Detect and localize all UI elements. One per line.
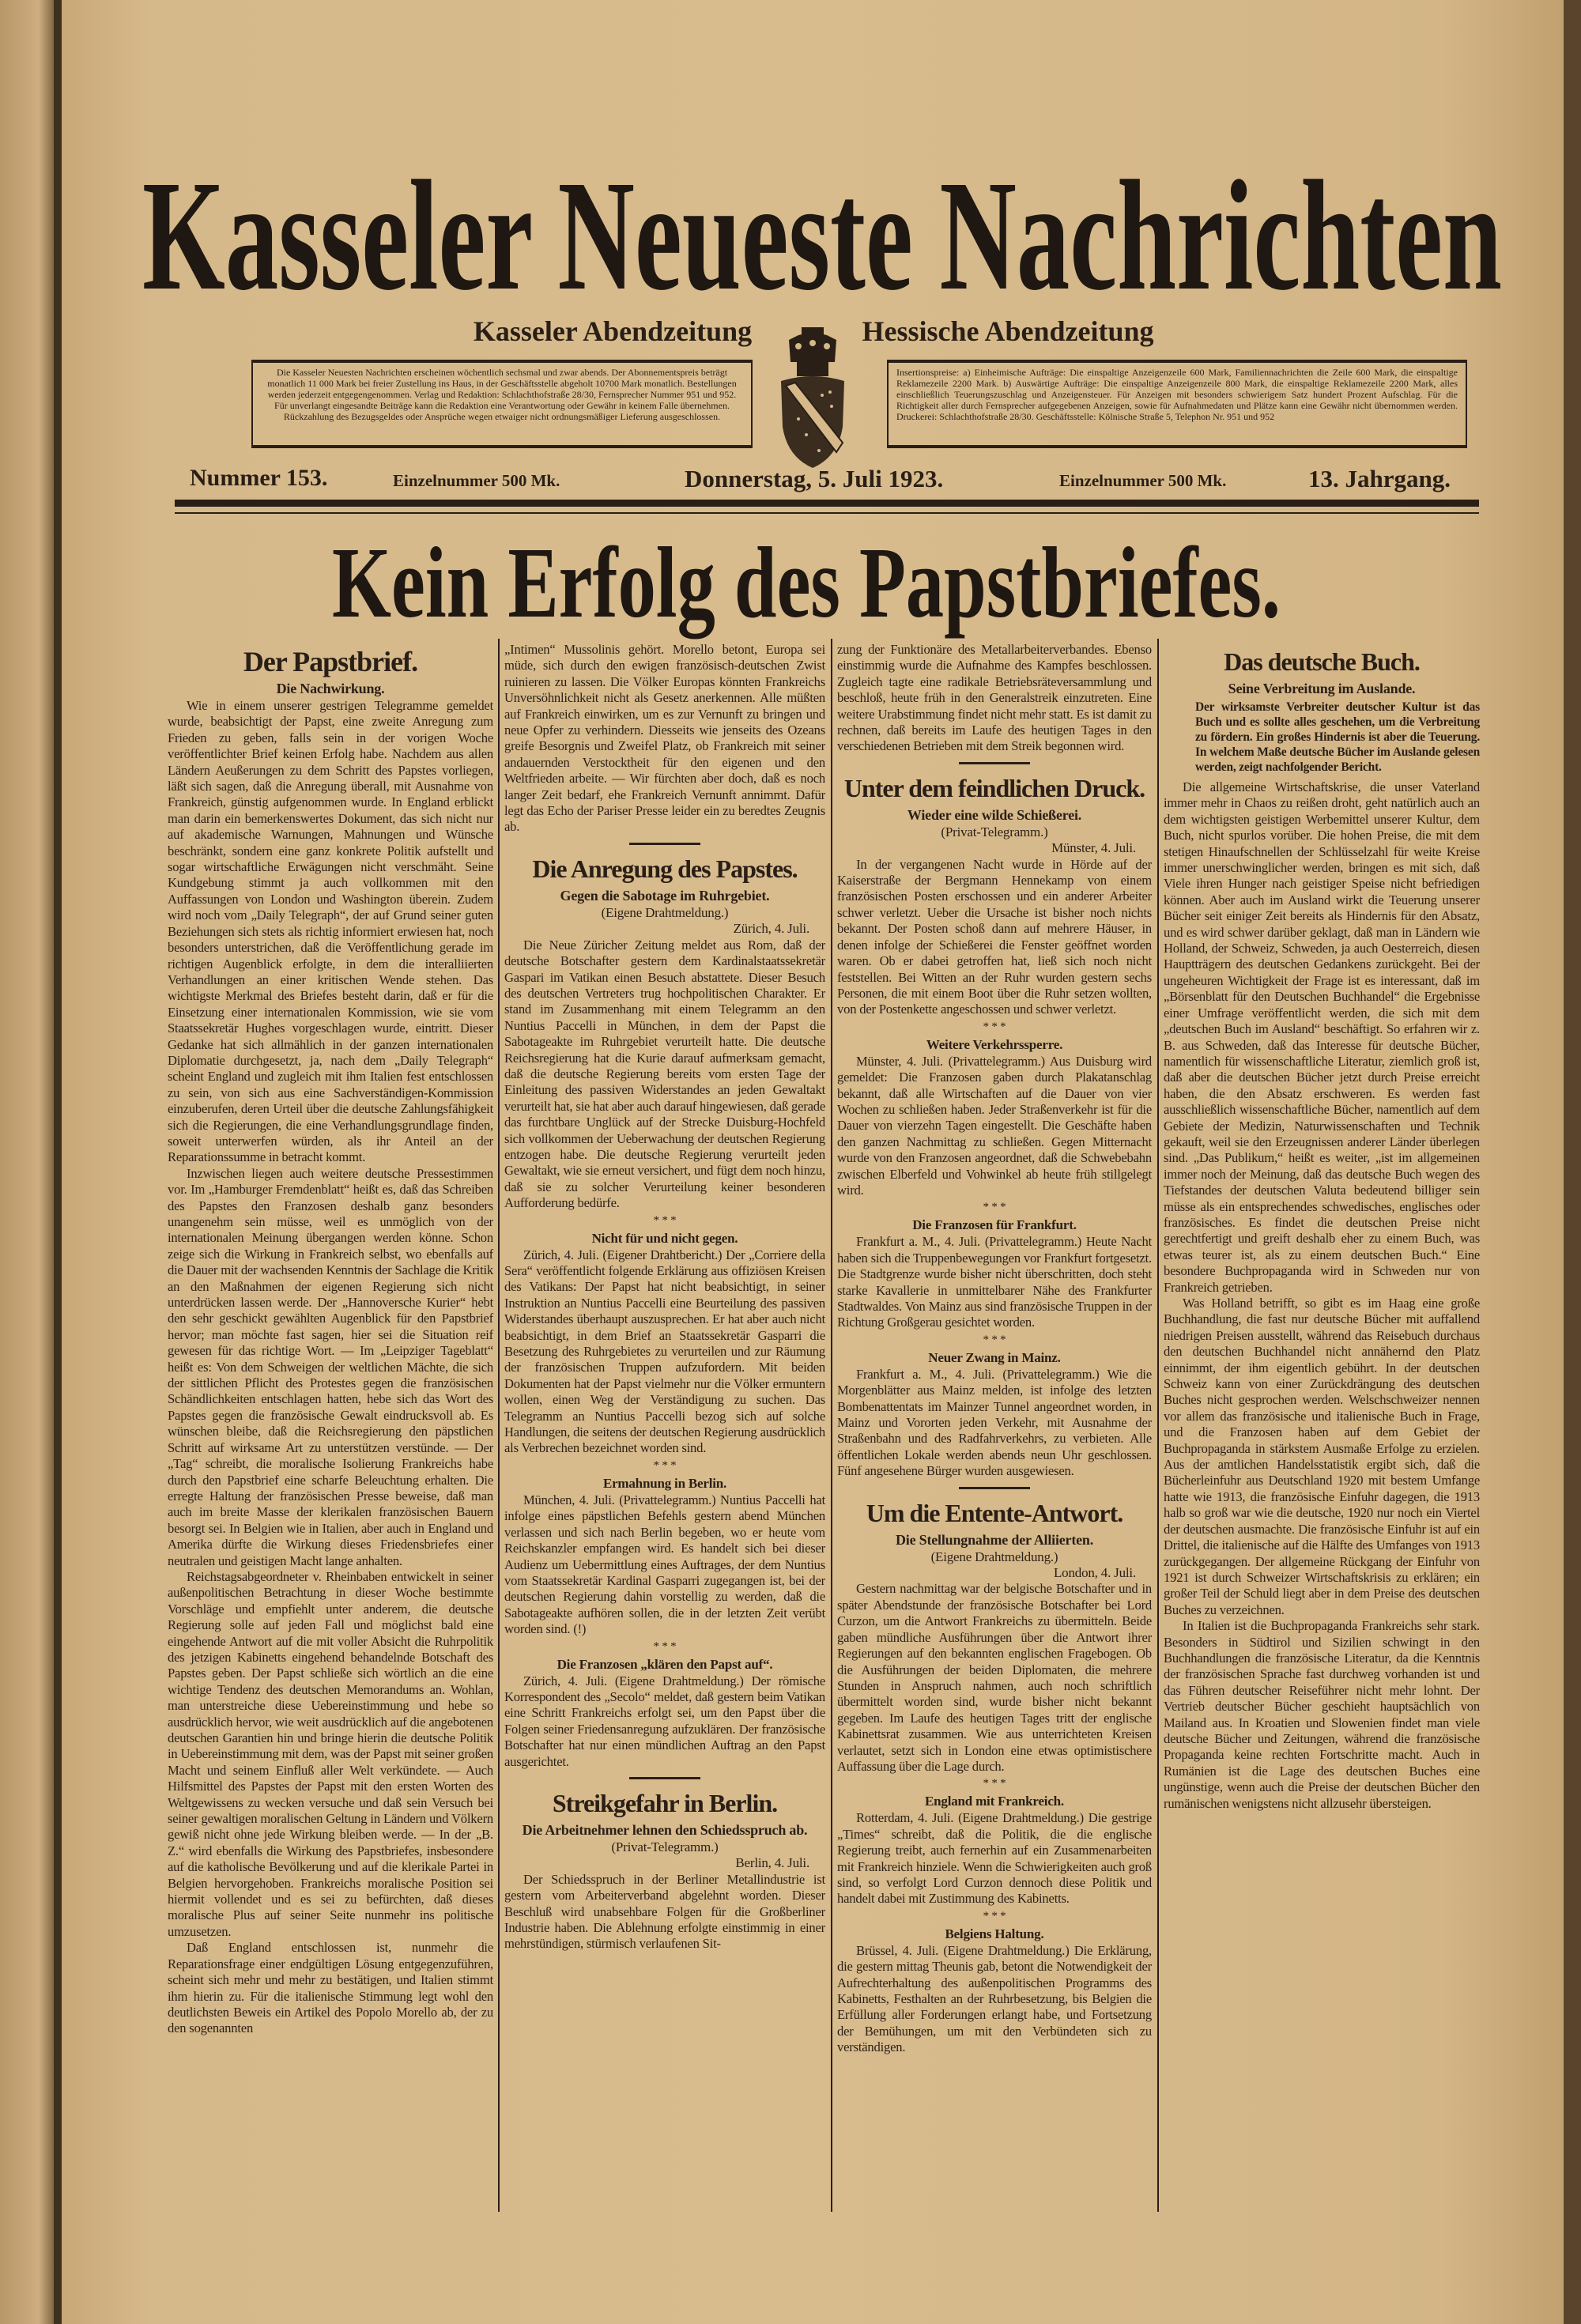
section-separator: * * *	[653, 1639, 677, 1653]
article-subheadline: Die Nachwirkung.	[276, 681, 385, 696]
section-separator: * * *	[653, 1458, 677, 1472]
section-separator: * * *	[983, 1909, 1006, 1922]
source-credit: (Privat-Telegramm.)	[611, 1839, 719, 1854]
article-subheadline: Die Stellungnahme der Alliierten.	[895, 1531, 1094, 1548]
section-separator: * * *	[983, 1201, 1006, 1214]
column-2	[504, 642, 825, 1952]
article-subheadline: Gegen die Sabotage im Ruhrgebiet.	[560, 887, 770, 904]
paragraph: Münster, 4. Juli. (Privattelegramm.) Aus Duisburg wird gemeldet: Die Franzosen gaben durch Plakatanschlag bekannt, daß alle Wirtschaften auf die Dauer von vier Wochen zu schließen haben. Jeder Straßenverkehr ist für die Dauer von vierzehn Tagen eingestellt. Die Geschäfte haben den ganzen Nachmittag zu schließen. Gegen Mitternacht wurde von den Franzosen angeordnet, daß die Schwebebahn zwischen Elberfeld und Vohwinkel ab heute früh stillgelegt wird.	[837, 1053, 1152, 1198]
section-subheading: England mit Frankreich.	[925, 1794, 1064, 1809]
section-subheading: Belgiens Haltung.	[945, 1926, 1044, 1941]
section-separator: * * *	[983, 1333, 1006, 1346]
source-credit: (Eigene Drahtmeldung.)	[601, 904, 729, 920]
article-headline: Um die Entente-Antwort.	[866, 1498, 1123, 1527]
main-headline-text: Kein Erfolg des Papstbriefes.	[332, 526, 1281, 639]
column-1	[168, 642, 493, 2037]
paragraph: Gestern nachmittag war der belgische Botschafter und in später Abendstunde der französische Botschafter bei Lord Curzon, um die Antwort Frankreichs zu übermitteln. Beide gaben mündliche Ausführungen über die Antwort ihrer Regierungen auf den bekannten englischen Fragebogen. Ob die Ausführungen der beiden Diplomaten, die mehrere Stunden in Anspruch nahmen, auch noch schriftlich übermittelt worden sind, wurde bisher nicht bekannt gegeben. Im Laufe des heutigen Tages tritt der englische Kabinettsrat zusammen. Wie aus unterrichteten Kreisen verlautet, setzt sich in London eine etwas optimistischere Auffassung über die Lage durch.	[837, 1581, 1152, 1774]
article-headline: Das deutsche Buch.	[1224, 647, 1420, 676]
page-right-edge	[1564, 0, 1581, 2324]
lead-paragraph: Der wirksamste Verbreiter deutscher Kultur ist das Buch und es sollte alles geschehen, um die Verbreitung zu fördern. Ein großes Hindernis ist aber die Teuerung. In welchem Maße deutsche Bücher im Auslande gelesen werden, zeigt nachfolgender Bericht.	[1195, 700, 1480, 774]
single-price-right: Einzelnummer 500 Mk.	[1059, 471, 1227, 490]
advertising-rates-box: Insertionspreise: a) Einheimische Aufträge: Die einspaltige Anzeigenzeile 600 Mark, Familiennachrichten die Zeile 600 Mark, die einspaltige Reklamezeile 2200 Mark. b) Auswärtige Aufträge: Die einspaltige Anzeigenzeile 800 Mark, die einspaltige Reklamezeile 2200 Mark, alles einschließlich Teuerungszuschlag und Anzeigensteuer. Für Anzeigen mit besonders schwierigem Satz hundert Prozent Aufschlag. Für die Richtigkeit aller durch Fernsprecher aufgegebenen Anzeigen, sowie für Aufnahmedaten und Plätze kann eine Gewähr nicht übernommen werden. Druckerei: Schlachthofstraße 28/30. Geschäftsstelle: Kölnische Straße 5, Telephon Nr. 951 und 952	[887, 360, 1467, 448]
subtitle-right: Hessische Abendzeitung	[862, 315, 1154, 347]
paragraph: Frankfurt a. M., 4. Juli. (Privattelegramm.) Heute Nacht haben sich die Truppenbewegungen vor Frankfurt fortgesetzt. Die Stadtgrenze wurde bisher nicht überschritten, doch steht starke Kavallerie in unmittelbarer Nähe des Frankfurter Stadtwaldes. Von Mainz aus sind französische Truppen in der Richtung Großgerau gesichtet worden.	[837, 1234, 1152, 1330]
main-headline-svg	[332, 526, 1281, 639]
source-credit: (Eigene Drahtmeldung.)	[930, 1549, 1058, 1564]
paragraph-continued: zung der Funktionäre des Metallarbeiterverbandes. Ebenso einstimmig wurde die Aufnahme des Kampfes beschlossen. Zugleich tagte eine radikale Betriebsräteversammlung und beschloß, heute früh in den Generalstreik einzutreten. Eine weitere Urabstimmung findet nicht mehr statt. Es ist damit zu rechnen, daß bereits im Laufe des heutigen Tages in den verschiedenen Betrieben mit dem Streik begonnen wird.	[837, 642, 1152, 754]
section-subheading: Nicht für und nicht gegen.	[591, 1230, 738, 1246]
paragraph: Zürich, 4. Juli. (Eigene Drahtmeldung.) Der römische Korrespondent des „Secolo“ meldet, daß gestern beim Vatikan eine Schritt Frankreichs erfolgt sei, um den Papst über die Folgen seiner Friedensanregung aufzuklären. Der französische Botschafter hat nur einen mündlichen Auftrag an den Papst ausgerichtet.	[504, 1673, 825, 1769]
main-headline	[332, 526, 1281, 639]
section-separator: * * *	[983, 1020, 1006, 1033]
paragraph: Rotterdam, 4. Juli. (Eigene Drahtmeldung.) Die gestrige „Times“ schreibt, daß die Politik, die die englische Regierung treibt, auch fernerhin auf ein Zusammenarbeiten mit Frankreich hinziele. Wenn die Schwierigkeiten auch groß sind, so verfolgt Lord Curzon dennoch diese Politik und handelt dabei mit Zustimmung des Kabinetts.	[837, 1810, 1152, 1907]
masthead-svg	[142, 126, 1502, 324]
paragraph: Der Schiedsspruch in der Berliner Metallindustrie ist gestern vom Arbeiterverband abgelehnt worden. Dieser Beschluß wird unabsehbare Folgen für die Großberliner Industrie haben. Die Ablehnung erfolgte einstimmig in einer mehrstündigen, stürmisch verlaufenen Sit-	[504, 1871, 825, 1952]
subscription-info-box: Die Kasseler Neuesten Nachrichten erscheinen wöchentlich sechsmal und zwar abends. Der Abonnementspreis beträgt monatlich 11 000 Mark bei freier Zustellung ins Haus, in der Geschäftsstelle abgeholt 10700 Mark monatlich. Bestellungen werden jederzeit entgegengenommen. Verlag und Redaktion: Schlachthofstraße 28/30, Fernsprecher Nummer 951 und 952. Für unverlangt eingesandte Beiträge kann die Redaktion eine Verantwortung oder Gewähr in keinem Falle übernehmen. Rückzahlung des Bezugsgeldes oder Ansprüche wegen etwaiger nicht ordnungsmäßiger Lieferung ausgeschlossen.	[251, 360, 753, 448]
column-rule	[1157, 639, 1159, 2212]
issue-date: Donnerstag, 5. Juli 1923.	[685, 465, 944, 492]
single-price-left: Einzelnummer 500 Mk.	[393, 471, 560, 490]
paragraph: In der vergangenen Nacht wurde in Hörde auf der Kaiserstraße der Bergmann Hennekamp von einem französischen Posten erschossen und ein anderer Arbeiter schwer verletzt. Ueber die Ursache ist bisher noch nichts bekannt. Der Posten schoß dann auf mehrere Häuser, in denen infolge der Schießerei die Fenster geöffnet worden waren. Ob er dabei getroffen hat, ließ sich noch nicht feststellen. Bei Witten an der Ruhr wurden gestern sechs Personen, die mit einem Boot über die Ruhr setzen wollten, von der Postenkette angeschossen und schwer verletzt.	[837, 856, 1152, 1017]
section-subheading: Ermahnung in Berlin.	[602, 1475, 727, 1491]
section-subheading: Weitere Verkehrssperre.	[926, 1036, 1063, 1052]
dateline: Zürich, 4. Juli.	[733, 921, 809, 937]
paragraph: Die allgemeine Wirtschaftskrise, die unser Vaterland immer mehr in Chaos zu reißen droht, geht natürlich auch an dem wichtigsten geistigen Werbemittel unserer Kultur, dem Buch, nicht spurlos vorüber. Die hohen Preise, die mit dem stetigen Hinaufschnellen der Schlüsselzahl für weite Kreise immer unerschwinglicher werden, bringen es mit sich, daß Viele ihren Hunger nach geistiger Speise nicht befriedigen können. Aber auch im Ausland wirkt die Teuerung unserer Bücher seit einiger Zeit bereits als Hindernis für den Absatz, und es wird schwer darüber geklagt, daß man in Ländern wie Holland, der Schweiz, Schweden, ja auch Oesterreich, diesen Hauptträgern des deutschen Gedankens zurückgeht. Bei der ungeheuren Wichtigkeit der Frage ist es interessant, daß im „Börsenblatt für den Deutschen Buchhandel“ die Ergebnisse einer Umfrage veröffentlicht werden, die sich mit dem „deutschen Buch im Ausland“ beschäftigt. So erfahren wir z. B. aus Schweden, daß das Interesse für deutsche Bücher, namentlich für wissenschaftliche Literatur, ziemlich groß ist, daß aber die deutschen Bücher jetzt durch Preise erreicht haben, die den Absatz erschweren. Es werden fast ausschließlich wissenschaftliche Bücher, namentlich auf dem Gebiete der Medizin, Naturwissenschaften und Technik gekauft, weil sie den Erzeugnissen anderer Länder überlegen sind. „Das Publikum,“ heißt es weiter, „ist im allgemeinen immer noch der Meinung, daß das deutsche Buch wegen des Tiefstandes der deutschen Valuta bedeutend billiger sein müsse als ein entsprechendes schwedisches, englisches oder französisches. Es findet die deutschen Preise nicht gerechtfertigt und greift deshalb eher zu einem Buch, was etwas teurer ist, als zu einem deutschen Buch.“ Eine besondere Buchpropaganda wird in Schweden nur von Frankreich getrieben.	[1164, 779, 1480, 1295]
source-credit: (Privat-Telegramm.)	[941, 824, 1048, 839]
paragraph: Reichstagsabgeordneter v. Rheinbaben entwickelt in seiner außenpolitischen Betrachtung in dieser Woche bestimmte Vorschläge und empfiehlt unter anderem, die deutsche Regierung solle auf jeden Fall und möglichst bald eine eingehende Antwort auf die mit voller Absicht die Ruhrpolitik des jetzigen Kabinetts eingehend behandelnde Botschaft des Papstes geben. Der Papst schließe sich wörtlich an die eine wichtige Tendenz des deutschen Memorandums an. Wohlan, man unterstreiche diese Uebereinstimmung und hebe so ausdrücklich hervor, wie weit ausdrücklich auf die angebotenen deutschen Garantien hin und bringe hierin die deutsche Politik in Uebereinstimmung mit dem, was der Papst mit seiner großen Macht und seinem Einfluß aller Welt verkündete. — Auch Hilfsmittel des Papstes der Papst mit den ersten Worten des Weltgewissens zu wecken versuche und daß sein Versuch bei seiner gewaltigen moralischen Geltung in Ländern und Völkern gewiß nicht ohne jede Wirkung bleiben werde. — In der „B. Z.“ wird ebenfalls die Wirkung des Papstbriefes, insbesondere auf die katholische Bevölkerung und auf die klerikale Partei in Belgien hervorgehoben. Frankreichs moralische Position sei hiermit vollendet und es sei zu befürchten, daß dieses moralische Plus auf seiner Seite nunmehr ins politische umzusetzen.	[168, 1568, 493, 1939]
divider	[629, 1777, 700, 1779]
article-subheadline: Wieder eine wilde Schießerei.	[907, 806, 1082, 823]
divider	[629, 843, 700, 845]
article-headline: Unter dem feindlichen Druck.	[843, 773, 1145, 802]
article-headline: Der Papstbrief.	[243, 646, 418, 677]
paragraph: München, 4. Juli. (Privattelegramm.) Nuntius Paccelli hat infolge eines päpstlichen Befehls gestern abend München verlassen und sich nach Berlin begeben, wo er heute vom Reichskanzler empfangen wird. Es handelt sich bei dieser Audienz um Uebermittlung eines Auftrages, der dem Nuntius vom Staatssekretär Kardinal Gasparri zugegangen ist, bei der deutschen Regierung dahin vorstellig zu werden, daß die Sabotageakte aufhören sollen, die in der letzten Zeit verübt worden sind. (!)	[504, 1492, 825, 1637]
article-subheadline: Die Arbeitnehmer lehnen den Schiedsspruch ab.	[522, 1821, 808, 1838]
section-separator: * * *	[983, 1777, 1006, 1790]
adjacent-page-edge	[0, 0, 55, 2324]
paragraph: Frankfurt a. M., 4. Juli. (Privattelegramm.) Wie die Morgenblätter aus Mainz melden, ist infolge des letzten Bombenattentats im Mainzer Tunnel angeordnet worden, in Mainz und Vororten jeden Verkehr, mit Ausnahme der Straßenbahn und des Radfahrverkehrs, zu verbieten. Alle öffentlichen Lokale werden abends neun Uhr geschlossen. Fünf angesehene Bürger wurden ausgewiesen.	[837, 1366, 1152, 1479]
article-headline: Die Anregung des Papstes.	[532, 854, 798, 883]
column-rule	[498, 639, 500, 2212]
volume-number: 13. Jahrgang.	[1308, 465, 1451, 492]
header-rule-thick	[175, 500, 1479, 507]
column-rule	[831, 639, 832, 2212]
subtitle-left: Kasseler Abendzeitung	[473, 315, 753, 347]
paragraph: Was Holland betrifft, so gibt es im Haag eine große Buchhandlung, die fast nur deutsche Bücher mit auffallend niedrigen Preisen ausstellt, während das Reisebuch durchaus den deutschen Buchhandel nicht annähernd den Platz einnimmt, der ihm eigentlich gebührt. In der deutschen Schweiz kann von einer Zurückdrängung des deutschen Buches nicht gesprochen werden. Welschschweizer nennen vor allem das französische und italienische Buch in Frage, und die Franzosen haben auf dem Gebiet der Buchpropaganda in stärkstem Ausmaße Erfolge zu erzielen. Aus der amtlichen Handelsstatistik ergibt sich, daß die Bücherleinfuhr aus Deutschland 1920 mit bestem Umfange hatte wie 1913, die französische Einfuhr dagegen, die 1913 halb so groß war wie die deutsche, 1920 nur noch ein Viertel der deutschen ausmachte. Die französische Einfuhr ist auf ein Drittel, die italienische auf die Hälfte des Umfanges von 1913 zurückgegangen. Der allgemeine Rückgang der Einfuhr von 1921 ist durch Schweizer Wirtschaftskrisis zu erklären; ein großer Teil der Schuld liegt aber in dem Preise des deutschen Buches zu verzeichnen.	[1164, 1296, 1480, 1617]
article-subheadline: Seine Verbreitung im Auslande.	[1228, 681, 1416, 696]
paragraph: Wie in einem unserer gestrigen Telegramme gemeldet wurde, beabsichtigt der Papst, eine zweite Anregung zum Frieden zu geben, falls sein in der vorigen Woche veröffentlichter Brief keinen Erfolg habe. Nachdem aus allen Ländern Aeußerungen zu dem Schritt des Papstes vorliegen, läßt sich sagen, daß die Anregung überall, mit Ausnahme von Frankreich, günstig aufgenommen wurde. In England erblickt man darin ein bemerkenswertes Dokument, das sich nicht nur auf akademische Warnungen, Mahnungen und Wünsche beschränkt, sondern eine ganz konkrete Politik aufstellt und sogar wirtschaftliche Erwägungen nicht verschmäht. Seine Kundgebung stimmt ja auch vollkommen mit den Auffassungen von London und Washington überein. Zudem wird noch vom „Daily Telegraph“, der auf Grund seiner guten Beziehungen sich stets als richtig informiert erwiesen hat, noch besonders unterstrichen, daß die Veröffentlichung gerade im richtigen Augenblick erfolgte, in dem die interalliierten Verhandlungen an einer kritischen Wende stehen. Das wichtigste Merkmal des Briefes besteht darin, daß er für die Einsetzung einer internationalen Kommission, wie sie vom Staatssekretär Hughes vorgeschlagen wurde, eintritt. Dieser Gedanke hat sich allmählich in der ganzen internationalen Diplomatie durchgesetzt, ja, nach dem „Daily Telegraph“ scheint England und zugleich mit ihm Italien fest entschlossen zu sein, von sich aus eine Sachverständigen-Kommission einzuberufen, deren Urteil über die deutsche Zahlungsfähigkeit sich die Regierungen, die eine Verhandlungsgrundlage finden, soweit unterwerfen würden, als ihr Anteil an der Reparationssumme in betracht kommt.	[168, 698, 493, 1165]
divider	[959, 762, 1030, 764]
column-4	[1164, 642, 1480, 1812]
paragraph: Brüssel, 4. Juli. (Eigene Drahtmeldung.) Die Erklärung, die gestern mittag Theunis gab, betont die Notwendigkeit der Aufrechterhaltung des außenpolitischen Programms des Kabinetts, Festhalten an der Ruhrbesetzung, bis Belgien die Erfüllung aller Forderungen erlangt habe, und Fortsetzung der Bemühungen, um mit den Verbündeten sich zu verständigen.	[837, 1942, 1152, 2055]
header-rule-thin	[175, 512, 1479, 514]
coat-of-arms-icon	[775, 324, 851, 470]
section-subheading: Die Franzosen „klären den Papst auf“.	[557, 1656, 773, 1672]
paragraph: Inzwischen liegen auch weitere deutsche Pressestimmen vor. Im „Hamburger Fremdenblatt“ heißt es, daß das Schreiben des Papstes den Franzosen deshalb ganz besonders unangenehm sein müsse, weil es unmöglich von der internationalen Meinung übergangen werden könne. Schon zeige sich die Wirkung in Frankreich selbst, wo ebenfalls auf die Dauer mit der wachsenden Kenntnis der Sachlage die Kritik an den Maßnahmen der eigenen Regierung sich nicht unterdrücken lassen werde. Der „Hannoversche Kurier“ hebt den sehr geschickt gewählten Augenblick für den Papstbrief hervor; man möchte fast sagen, hier sei die Situation reif gewesen für das richtige Wort. — Im „Leipziger Tageblatt“ heißt es: Von dem Schweigen der weltlichen Mächte, die sich der sittlichen Pflicht des Protestes gegen die französischen Schändlichkeiten entschlagen hatten, hebe sich das Wort des Papstes gegen die französische Gewalt eindrucksvoll ab. Es wünschen bleibe, daß die Reichsregierung den päpstlichen Schritt auf wirksame Art zu unterstützen verstünde. — Der „Tag“ schreibt, die moralische Isolierung Frankreichs habe durch den Papstbrief eine scharfe Beleuchtung erhalten. Die erregte Haltung der französischen Presse beweise, daß man auch im breite Masse der klerikalen französischen Bauern besorgt sei. In Belgien wie in Italien, aber auch in England und Amerika dürfte die Wirkung dieses Friedensbriefes einer neutralen und geistigen Macht lange anhalten.	[168, 1165, 493, 1568]
divider	[959, 1487, 1030, 1489]
paragraph: Zürich, 4. Juli. (Eigener Drahtbericht.) Der „Corriere della Sera“ veröffentlicht folgende Erklärung aus offiziösen Kreisen des Vatikans: Der Papst hat nicht beabsichtigt, in seiner Instruktion an Nuntius Paccelli eine Beurteilung des passiven Widerstandes überhaupt auszusprechen. Er hat aber auch nicht beabsichtigt, in dem Brief an Staatssekretär Gasparri die Besetzung des Ruhrgebietes zu verurteilen und zur Räumung der französischen Truppen aufzufordern. Mit beiden Dokumenten hat der Papst vielmehr nur die Völker ermuntern wollen, einen Weg der Verständigung zu suchen. Das Telegramm an Nuntius Paccelli bezog sich auf solche Handlungen, die seitens der deutschen Regierung ausdrücklich als Verbrechen bezeichnet worden sind.	[504, 1247, 825, 1456]
dateline: Münster, 4. Juli.	[1051, 840, 1136, 856]
article-headline: Streikgefahr in Berlin.	[552, 1788, 778, 1817]
masthead	[142, 126, 1502, 324]
newspaper-title: Kasseler Neueste Nachrichten	[142, 149, 1503, 323]
section-subheading: Die Franzosen für Frankfurt.	[912, 1217, 1077, 1233]
issue-number: Nummer 153.	[190, 465, 328, 491]
section-subheading: Neuer Zwang in Mainz.	[928, 1349, 1061, 1365]
section-separator: * * *	[653, 1213, 677, 1227]
dateline: London, 4. Juli.	[1054, 1565, 1136, 1581]
paragraph: In Italien ist die Buchpropaganda Frankreichs sehr stark. Besonders in Südtirol und Sizilien schwingt in den Buchhandlungen die französische Literatur, da die Kenntnis der französischen Sprache fast durchweg vorhanden ist und das Führen deutscher Reiseführer nicht mehr lohnt. Der Vertrieb deutscher Bücher geschieht hauptsächlich von Mailand aus. In Kroatien und Slowenien findet man viele deutsche Bücher und Zeitungen, während die französische Propaganda keine rechten Fortschritte macht. Auch in Rumänien ist die Lage des deutschen Buches eine ungünstige, wenn auch die Preise der deutschen Bücher den rumänischen wenigstens nicht allzusehr übersteigen.	[1164, 1618, 1480, 1811]
paragraph: Daß England entschlossen ist, nunmehr die Reparationsfrage einer endgültigen Lösung entgegenzuführen, scheint sich mehr und mehr zu bestätigen, und Italien stimmt ihm hierin zu. Für die italienische Stimmung legt wohl den deutlichsten Beweis ein Artikel des Popolo Morello ab, der zu den sogenannten	[168, 1940, 493, 2036]
paragraph-continued: „Intimen“ Mussolinis gehört. Morello betont, Europa sei müde, sich durch den ewigen französisch-deutschen Zwist ruinieren zu lassen. Die Völker Europas könnten Frankreichs Unversöhnlichkeit nicht als Gesetz anerkennen. Alle müßten auf Frankreich einwirken, um es zur Vernunft zu bringen und neue Opfer zu verhindern. Diesseits wie jenseits des Ozeans greife Besorgnis und Zweifel Platz, ob Frankreich mit seiner andauernden Verstocktheit für den eigenen und den Weltfrieden arbeite. — Wir fürchten aber doch, daß es noch langer Zeit bedarf, ehe Frankreich Vernunft annimmt. Dafür legt das Echo der Pariser Presse leider ein zu beredtes Zeugnis ab.	[504, 642, 825, 835]
dateline: Berlin, 4. Juli.	[735, 1855, 809, 1871]
column-3	[837, 642, 1152, 2056]
paragraph: Die Neue Züricher Zeitung meldet aus Rom, daß der deutsche Botschafter gestern dem Kardinalstaatssekretär Gaspari im Vatikan einen Besuch abstattete. Dieser Besuch des deutschen Vertreters trug hochpolitischen Charakter. Er stand im Zusammenhang mit einem Telegramm an den Nuntius Paccelli in München, in dem der Papst die Sabotageakte im Ruhrgebiet verurteilt hatte. Die deutsche Reichsregierung hat die Kurie darauf aufmerksam gemacht, daß die deutsche Regierung bereits vom ersten Tage der Einleitung des passiven Widerstandes an jeden Gewaltakt verurteilt hat, sie hat aber auch darauf hingewiesen, daß gerade das furchtbare Unglück auf der Strecke Duisburg-Hochfeld sich vollkommen der Ueberwachung der deutschen Regierung entzogen habe. Die deutsche Regierung verurteilt jeden Gewaltakt, wie sie erneut versichert, und fügt dem noch hinzu, daß sie zu solcher Verurteilung keiner besonderen Aufforderung bedürfe.	[504, 937, 825, 1211]
